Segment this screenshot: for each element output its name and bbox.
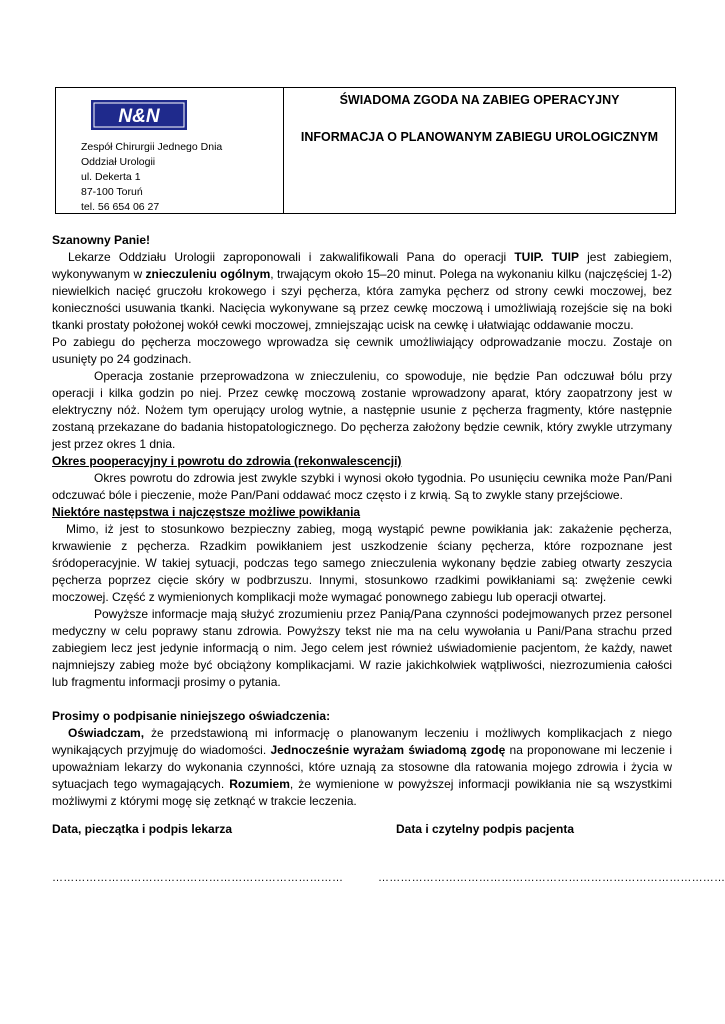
consent-statement: Jednocześnie wyrażam świadomą zgodę: [270, 743, 506, 757]
greeting: Szanowny Panie!: [52, 233, 151, 247]
text-run: jest zabiegiem, wykonywanym w: [52, 250, 672, 281]
doctor-signature-line[interactable]: ……………………………………………………………………: [52, 872, 344, 884]
paragraph-intro: [52, 249, 672, 334]
heading-signature-request: Prosimy o podpisanie niniejszego oświadczenia:: [52, 709, 331, 723]
patient-signature-line[interactable]: …………………………………………………………………………………: [378, 872, 725, 884]
heading-recovery: Okres pooperacyjny i powrotu do zdrowia (rekonwalescencji): [52, 454, 402, 468]
document-body: [52, 232, 672, 810]
patient-signature-label: Data i czytelny podpis pacjenta: [396, 822, 575, 836]
text-run: , że wymienione w powyższej informacji powikłania nie są wszystkimi możliwymi z którymi mogę się zetknąć w trakcie leczenia.: [52, 777, 672, 808]
paragraph-catheter: Po zabiegu do pęcherza moczowego wprowadza się cewnik umożliwiający odprowadzanie moczu. Zostaje on usunięty po 24 godzinach.: [52, 335, 672, 366]
address-line: 87-100 Toruń: [81, 186, 143, 198]
address-line: Oddział Urologii: [81, 156, 156, 168]
paragraph-information: Powyższe informacje mają służyć zrozumieniu przez Panią/Pana czynności podejmowanych przez personel medyczny w celu poprawy stanu zdrowia. Powyższy tekst nie ma na celu wywołania u Pani/Pana strachu przed zabiegiem lecz jest jedynie informacją o nim. Jego celem jest również uświadomienie pacjentom, że każdy, nawet najmniejszy zabieg może być obciążony komplikacjami. W razie jakichkolwiek wątpliwości, niezrozumienia całości lub fragmentu informacji prosimy o pytania.: [52, 607, 672, 689]
text-run: że przedstawioną mi informację o planowanym leczeniu i możliwych komplikacjach z niego wynikających przyjmuję do wiadomości.: [52, 726, 672, 757]
address-line: Zespół Chirurgii Jednego Dnia: [81, 141, 223, 153]
text-run: Lekarze Oddziału Urologii zaproponowali i zakwalifikowali Pana do operacji: [68, 250, 515, 264]
text-run: , trwającym około 15–20 minut. Polega na wykonaniu kilku (najczęściej 1-2) niewielkich nacięć gruczołu krokowego i szyi pęcherza, która zamyka pęcherz od strony cewki moczowej, bez konieczności usuwania tkanki. Nacięcia wykonywane są przez cewkę moczową i umożliwiają rozejście się na boki tkanki prostaty położonej wokół cewki moczowej, zmniejszając ucisk na cewkę i ułatwiając oddawanie moczu.: [52, 267, 672, 332]
logo-text: N&N: [118, 106, 160, 127]
header-right-cell: [284, 88, 675, 213]
doctor-signature-label: Data, pieczątka i podpis lekarza: [52, 822, 233, 836]
hospital-logo: [91, 100, 187, 130]
procedure-name: TUIP. TUIP: [514, 250, 579, 264]
address-line: tel. 56 654 06 27: [81, 201, 160, 213]
paragraph-recovery: Okres powrotu do zdrowia jest zwykle szybki i wynosi około tygodnia. Po usunięciu cewnika może Pan/Pani odczuwać bóle i pieczenie, może Pan/Pani oddawać mocz często i z krwią. Są to zwykle stany przejściowe.: [52, 471, 672, 502]
header-left-cell: [56, 88, 284, 213]
address-block: [81, 140, 222, 215]
paragraph-complications: Mimo, iż jest to stosunkowo bezpieczny zabieg, mogą wystąpić pewne powikłania jak: zakażenie pęcherza, krwawienie z pęcherza. Rzadkim powikłaniem jest uszkodzenie ściany pęcherza, które rozpoznane jest śródoperacyjnie. W takiej sytuacji, podczas tego samego znieczulenia wykonany będzie zabieg otwarty zeszycia pęcherza poprzez cięcie skóry w podbrzuszu. Innymi, stosunkowo rzadkimi powikłaniami są: zwężenie cewki moczowej. Część z wymienionych komplikacji może wymagać ponownego zabiegu lub operacji otwartej.: [52, 522, 672, 604]
text-run: Rozumiem: [229, 777, 290, 791]
document-subtitle: INFORMACJA O PLANOWANYM ZABIEGU UROLOGICZNYM: [300, 130, 659, 144]
text-run: Oświadczam,: [68, 726, 145, 740]
address-line: ul. Dekerta 1: [81, 171, 141, 183]
paragraph-declaration: [52, 725, 672, 810]
document-title: ŚWIADOMA ZGODA NA ZABIEG OPERACYJNY: [339, 93, 620, 107]
text-run: na proponowane mi leczenie i upoważniam lekarzy do wykonania czynności, które uznają za stosowne dla ratowania mojego zdrowia i życia w sytuacjach tego wymagających.: [52, 743, 672, 791]
paragraph-operation: Operacja zostanie przeprowadzona w znieczuleniu, co spowoduje, nie będzie Pan odczuwał bólu przy operacji i kilka godzin po niej. Przez cewkę moczową zostanie wprowadzony aparat, który zaopatrzony jest w elektryczny nóż. Nożem tym operujący urolog wytnie, a następnie usunie z pęcherza fragmenty, które następnie zostaną przekazane do badania histopatologicznego. Do pęcherza założony będzie cewnik, który zwykle utrzymany jest przez okres 1 dnia.: [52, 369, 672, 451]
anesthesia-type: znieczuleniu ogólnym: [145, 267, 271, 281]
heading-complications: Niektóre następstwa i najczęstsze możliwe powikłania: [52, 505, 361, 519]
header-box: [55, 87, 676, 214]
